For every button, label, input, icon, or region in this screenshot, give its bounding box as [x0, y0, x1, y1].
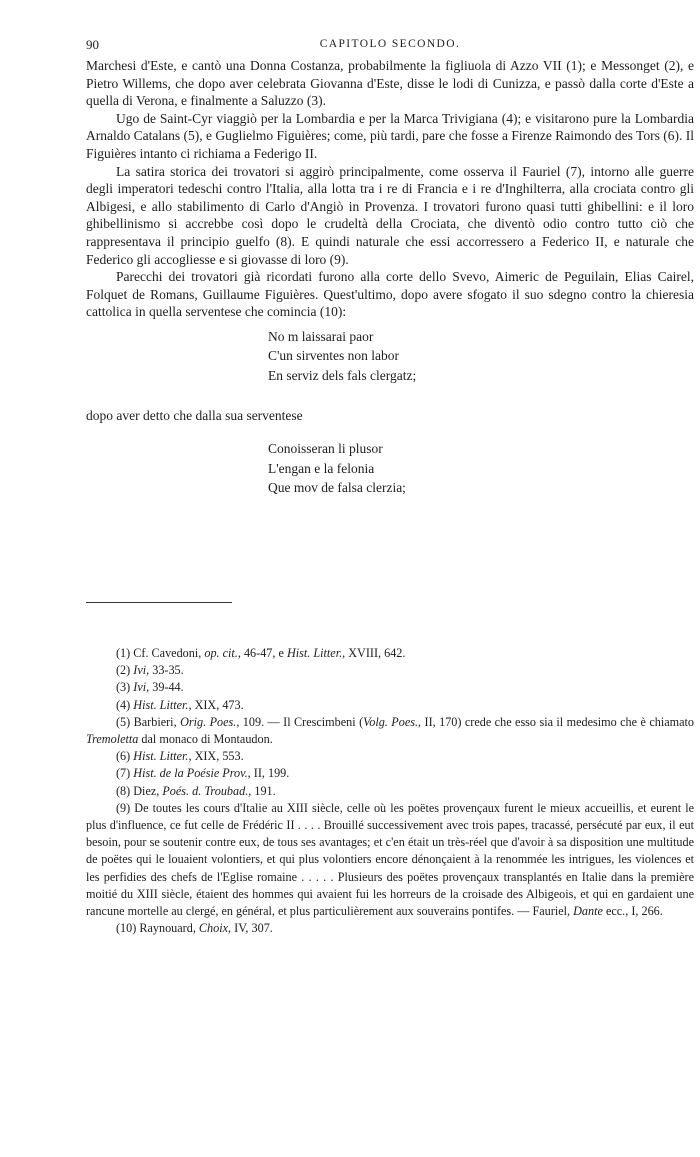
paragraph-trovatori: Parecchi dei trovatori già ricordati furono alla corte dello Svevo, Aimeric de Peguilain, Elias Cairel, Folquet de Romans, Guillaume Figuières. Quest'ultimo, dopo avere sfogato il suo sdegno contro la chieresia cattolica in quella serventese che comincia (10):: [86, 269, 694, 320]
footnote-5: (5) Barbieri, Orig. Poes., 109. — Il Crescimbeni (Volg. Poes., II, 170) crede che esso sia il medesimo che è chiamato Tremoletta dal monaco di Montaudon.: [86, 714, 695, 747]
verse-line: C'un sirventes non labor: [268, 348, 400, 364]
footnote-6: (6) Hist. Litter., XIX, 553.: [116, 749, 244, 764]
page-number: 90: [86, 37, 99, 52]
paragraph-dopo: dopo aver detto che dalla sua serventese: [86, 408, 303, 424]
footnote-4: (4) Hist. Litter., XIX, 473.: [116, 697, 244, 712]
verse-quotation-2: [268, 439, 694, 498]
verse-line: En serviz dels fals clergatz;: [268, 367, 417, 383]
page-header: [86, 37, 694, 55]
verse-line: No m laissarai paor: [268, 328, 374, 344]
footnote-3: (3) Ivi, 39-44.: [116, 680, 184, 695]
verse-line: L'engan e la felonia: [268, 460, 375, 476]
verse-line: Que mov de falsa clerzia;: [268, 480, 406, 495]
footnote-9: (9) De toutes les cours d'Italie au XIII siècle, celle où les poëtes provençaux furent le mieux accueillis, et eurent le plus d'influence, ce fut celle de Frédéric II . . . . Brouillé successivement avec trois papes, tracassé, persécuté par eux, il eut besoin, pour se soutenir contre eux, de tous ses avantages; et c'en était un très-réel que d'avoir à sa disposition une multitude de poëtes qui le louaient volontiers, et qui plus volontiers encore dénonçaient à la renommée les intrigues, les violences et les perfidies des chefs de l'Eglise romaine . . . . . Plusieurs des poëtes provençaux transplantés en Italie dans la première moitié du XIII siècle, étaient des hommes qui avaient fui les horreurs de la croisade des Albigeois, et qui en gardaient une rancune mortelle au clergé, en général, et plus particulièrement aux souverains pontifes. — Fauriel, Dante ecc., I, 266.: [86, 800, 694, 919]
paragraph-continuation: Marchesi d'Este, e cantò una Donna Costanza, probabilmente la figliuola di Azzo VII (1); e Messonget (2), e Pietro Willems, che dopo aver celebrata Giovanna d'Este, disse le lodi di Cunizza, e passò dalla corte d'Este a quella di Verona, e finalmente a Saluzzo (3).: [86, 58, 694, 109]
verse-line: Conoisseran li plusor: [268, 441, 383, 456]
paragraph-ugo: Ugo de Saint-Cyr viaggiò per la Lombardia e per la Marca Trivigiana (4); e visitarono pure la Lombardia Arnaldo Catalans (5), e Guglielmo Figuières; come, più tardi, pare che fosse a Firenze Raimondo des Tors (6). Il Figuières intanto ci richiama a Federigo II.: [86, 110, 694, 161]
paragraph-satira: La satira storica dei trovatori si aggirò principalmente, come osserva il Fauriel (7), intorno alle guerre degli imperatori tedeschi contro l'Italia, alla lotta tra i re di Francia e i re d'Inghilterra, alla crociata contro gli Albigesi, e allo stabilimento di Carlo d'Angiò in Provenza. I trovatori furono quasi tutti ghibellini: e il loro ghibellinismo si accrebbe così dopo le crudeltà della Crociata, che diventò odio contro tutto ciò che rappresentava il principio guelfo (8). E quindi naturale che essi accorressero a Federico II, e naturale che Federico gli accogliesse e si giovasse di loro (9).: [86, 163, 694, 267]
footnote-10: (10) Raynouard, Choix, IV, 307.: [116, 921, 273, 936]
verse-quotation-1: [268, 327, 694, 386]
footnote-1: (1) Cf. Cavedoni, op. cit., 46-47, e Hist. Litter., XVIII, 642.: [116, 646, 406, 660]
footnote-8: (8) Diez, Poés. d. Troubad., 191.: [116, 783, 276, 798]
running-title: CAPITOLO SECONDO.: [319, 38, 461, 50]
main-text: [86, 57, 694, 498]
footnote-separator: [86, 602, 232, 603]
footnote-2: (2) Ivi, 33-35.: [116, 663, 184, 678]
footnote-7: (7) Hist. de la Poésie Prov., II, 199.: [116, 766, 290, 781]
footnotes: [86, 645, 694, 937]
